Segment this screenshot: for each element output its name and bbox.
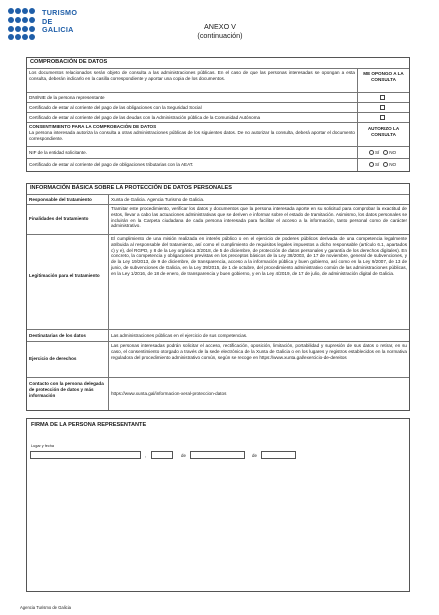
- oppose-header: ME OPONGO A LA CONSULTA: [363, 71, 404, 82]
- no-label: NO: [389, 162, 397, 167]
- signature-title: FIRMA DE LA PERSONA REPRESENTANTE: [31, 422, 147, 428]
- logo-mark-icon: [8, 8, 38, 42]
- yes-label: SÍ: [375, 150, 380, 155]
- turismo-galicia-logo: [8, 8, 88, 44]
- protection-row: [27, 329, 409, 341]
- protection-label: Ejercicio de derechos: [29, 356, 77, 361]
- consent-item-label: Certificado de estar al corriente del pago de obligaciones tributarias con la AEAT.: [29, 162, 194, 167]
- consent-item-row: [27, 158, 409, 171]
- day-input[interactable]: [151, 451, 173, 459]
- data-protection-title: INFORMACIÓN BÁSICA SOBRE LA PROTECCIÓN DE DATOS PERSONALES: [30, 185, 233, 191]
- annex-heading: [160, 22, 280, 40]
- protection-row: [27, 234, 409, 329]
- oppose-checkbox[interactable]: [380, 105, 385, 110]
- yes-radio[interactable]: [369, 162, 374, 167]
- protection-value: El cumplimiento de una misión realizada en interés público o en el ejercicio de poderes públicos derivada de una competencia legalmente atribuida al responsable del tratamiento, así como el cumplimiento de requisitos legales impuestos a dicho responsable (artículo 6.1, apartados c) y e), del RGPD, y 8 de la Ley orgánica 3/2018, de 5 de diciembre, de protección de datos personales y garantía de los derechos digitales). En concreto, la competencia y obligaciones previstas en los preceptos básicos de la Ley 38/2003, de 17 de noviembre, general de subvenciones, y de la Ley 19/2013, de 9 de diciembre, de transparencia, acceso a la información pública y buen gobierno, así como en la Ley 9/2007, de 13 de junio, de subvenciones de Galicia, en la Ley 39/2015, de 1 de octubre, del procedimiento administrativo común de las administraciones públicas, en la Ley 1/2016, de 18 de enero, de transparencia y buen gobierno, y en la Ley 4/2019, de 17 de julio, de administración digital de Galicia.: [111, 236, 407, 276]
- check-row: [27, 112, 409, 122]
- consent-item-label: NIF de la entidad solicitante.: [29, 150, 87, 155]
- consent-block: [27, 123, 357, 146]
- protection-row: [27, 341, 409, 377]
- comma-separator: ,: [145, 453, 147, 458]
- data-check-section: [26, 57, 410, 172]
- yes-radio[interactable]: [369, 150, 374, 155]
- protection-value: Xunta de Galicia. Agencia Turismo de Galicia.: [111, 197, 205, 202]
- data-check-title: COMPROBACIÓN DE DATOS: [30, 59, 108, 65]
- yes-label: SÍ: [375, 162, 380, 167]
- check-row: [27, 92, 409, 102]
- intro-row: [27, 68, 409, 92]
- protection-value: Las personas interesadas podrán solicitar el acceso, rectificación, oposición, limitación, portabilidad y supresión de sus datos o retirar, en su caso, el consentimiento otorgado a través de la sede electrónica de la Xunta de Galicia o en los lugares y registros establecidos en la normativa reguladora del procedimiento administrativo común, según se recoge en https://www.xunta.gal/exercicio-de-dereitos: [111, 343, 407, 360]
- consent-row: [27, 122, 409, 146]
- oppose-checkbox[interactable]: [380, 95, 385, 100]
- no-radio[interactable]: [383, 150, 388, 155]
- data-protection-section: [26, 183, 410, 411]
- consent-text: La persona interesada autoriza la consulta a otras administraciones públicas de los siguientes datos. De no autorizar la consulta, deberá aportar el documento correspondiente.: [29, 129, 355, 141]
- authorize-header: AUTORIZO LA CONSULTA: [367, 126, 400, 137]
- protection-label: Legitimación para el tratamiento: [29, 273, 100, 278]
- protection-value: https://www.xunta.gal/informacion-xeral-proteccion-datos: [111, 391, 227, 396]
- yes-no-options: [367, 159, 409, 171]
- no-label: NO: [389, 150, 397, 155]
- protection-row: [27, 204, 409, 234]
- yes-no-options: [367, 147, 409, 158]
- annex-title: ANEXO V: [204, 22, 236, 31]
- de-separator-1: de: [181, 453, 186, 458]
- annex-subtitle: (continuación): [197, 31, 243, 40]
- check-item-label: DNI/NIE de la persona representante: [29, 95, 105, 100]
- protection-value: Tramitar este procedimiento, verificar los datos y documentos que la persona interesada aporte en su solicitud para comprobar la exactitud de estos, llevar a cabo las actuaciones administrativas que se deriven e informar sobre el estado de tramitación. Asimismo, los datos personales se incluirán en la Carpeta ciudadana de cada persona interesada para facilitar el acceso a la información, tanto personal como de carácter administrativo.: [111, 206, 407, 229]
- protection-label: Destinatarias de los datos: [29, 333, 86, 338]
- check-row: [27, 102, 409, 112]
- protection-row: [27, 194, 409, 204]
- protection-label: Finalidades del tratamiento: [29, 216, 89, 221]
- signature-section: [26, 418, 410, 592]
- year-input[interactable]: [261, 451, 296, 459]
- logo-text: TURISMO DE GALICIA: [42, 8, 78, 35]
- protection-row: [27, 377, 409, 410]
- place-input[interactable]: [30, 451, 141, 459]
- no-radio[interactable]: [383, 162, 388, 167]
- oppose-checkbox[interactable]: [380, 115, 385, 120]
- protection-value: Las administraciones públicas en el ejercicio de sus competencias.: [111, 333, 248, 338]
- place-date-label: Lugar y fecha: [31, 444, 55, 448]
- intro-text: Los documentos relacionados serán objeto de consulta a las administraciones públicas. En el caso de que las personas interesadas se opongan a esta consulta, deberán indicarlo en la casilla correspondiente y aportar una copia de los documentos.: [29, 70, 355, 81]
- protection-label: Responsable del tratamiento: [29, 197, 92, 202]
- month-input[interactable]: [190, 451, 245, 459]
- consent-item-row: [27, 146, 409, 158]
- protection-label: Contacto con la persona delegada de protección de datos y más información: [29, 381, 104, 398]
- de-separator-2: de: [252, 453, 257, 458]
- check-item-label: Certificado de estar al corriente del pago de las obligaciones con la Seguridad Social: [29, 105, 202, 110]
- check-item-label: Certificado de estar al corriente del pago de las deudas con la Administración pública de la Comunidad Autónoma: [29, 115, 261, 120]
- footer-agency: Agencia Turismo de Galicia: [20, 605, 71, 610]
- consent-title: CONSENTIMIENTO PARA LA COMPROBACIÓN DE DATOS: [29, 124, 157, 129]
